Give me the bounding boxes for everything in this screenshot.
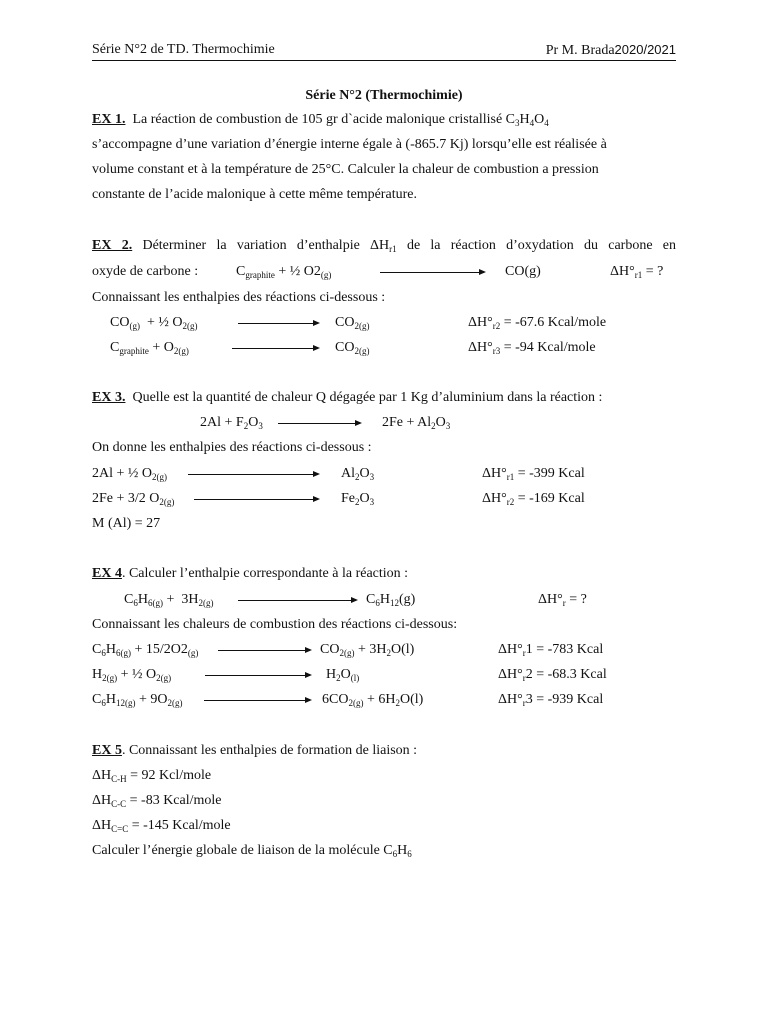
ex2-r3-lhs: $C_{graphite} + O_{2(g)}$: [110, 340, 189, 356]
arrow-icon: [188, 474, 318, 475]
ex4-dh2: $\Delta H^\circ_r2 = -68.3$ Kcal: [498, 667, 607, 683]
ex4-line1: EX 4. Calculer l’enthalpie correspondante à la réaction :: [92, 566, 409, 581]
arrow-icon: [278, 423, 360, 424]
ex3-r1-rhs: $Al_2O_3$: [341, 466, 375, 482]
arrow-icon: [194, 499, 318, 500]
ex1-label: EX 1.: [92, 112, 126, 127]
ex1-line3: volume constant et à la température de 25°C. Calculer la chaleur de combustion a pression: [92, 162, 599, 177]
ex2-dh1: $\Delta H^\circ_{r1}$ = ?: [610, 264, 664, 280]
ex1-line1: EX 1. La réaction de combustion de 105 gr d`acide malonique cristallisé $C_3H_4O_4$: [92, 112, 549, 128]
ex2-line1: EX 2. Déterminer la variation d’enthalpie $\Delta H_{r1}$ de la réaction d’oxydation du carbone en: [92, 238, 677, 254]
ex3-r2-rhs: $Fe_2O_3$: [341, 491, 375, 507]
ex3-r2-lhs: 2Fe + 3/2 $O_{2(g)}$: [92, 491, 175, 507]
ex4-r2-lhs: $H_{2(g)}$ + ½ $O_{2(g)}$: [92, 667, 172, 683]
ex4-dh3: $\Delta H^\circ_r3 = -939$ Kcal: [498, 692, 604, 708]
ex5-line1: EX 5. Connaissant les enthalpies de formation de liaison :: [92, 743, 418, 758]
ex3-mass: M (Al) = 27: [92, 516, 161, 531]
ex3-reaction-lhs: $2Al + F_2O_3$: [200, 415, 263, 431]
ex2-dh2: $\Delta H^\circ_{r2} = -67.6$ Kcal/mole: [468, 315, 607, 331]
header-series: Série N°2 de TD. Thermochimie: [92, 42, 275, 57]
ex2-known: Connaissant les enthalpies des réactions ci-dessous :: [92, 290, 386, 305]
ex2-r2-lhs: $CO_{(g)}$ + ½ $O_{2(g)}$: [110, 315, 198, 331]
ex3-label: EX 3.: [92, 390, 126, 405]
ex4-reaction-lhs: $C_6H_{6(g)} + 3H_{2(g)}$: [124, 592, 214, 608]
ex5-last: Calculer l’énergie globale de liaison de la molécule $C_6H_6$: [92, 843, 412, 859]
ex5-cc: $\Delta H_{C-C} = -83$ Kcal/mole: [92, 793, 222, 809]
ex2-dh3: $\Delta H^\circ_{r3} = -94$ Kcal/mole: [468, 340, 596, 356]
arrow-icon: [238, 600, 356, 601]
ex3-dh1: $\Delta H^\circ_{r1} = -399$ Kcal: [482, 466, 585, 482]
arrow-icon: [204, 700, 310, 701]
page-header: [92, 42, 676, 61]
ex5-label: EX 5: [92, 743, 122, 758]
ex1-line4: constante de l’acide malonique à cette même température.: [92, 187, 417, 202]
arrow-icon: [238, 323, 318, 324]
ex4-r1-rhs: $CO_{2(g)} + 3H_2O(l)$: [320, 642, 415, 658]
ex4-known: Connaissant les chaleurs de combustion des réactions ci-dessous:: [92, 617, 458, 632]
ex3-line1: EX 3. Quelle est la quantité de chaleur Q dégagée par 1 Kg d’aluminium dans la réaction :: [92, 390, 603, 405]
ex4-dhr: $\Delta H^\circ_r$ = ?: [538, 592, 587, 608]
ex1-line2: s’accompagne d’une variation d’énergie interne égale à (-865.7 Kj) lorsqu’elle est réalisée à: [92, 137, 607, 152]
arrow-icon: [232, 348, 318, 349]
ex2-r2-rhs: $CO_{2(g)}$: [335, 315, 370, 331]
ex4-r3-rhs: $6CO_{2(g)} + 6H_2O(l)$: [322, 692, 424, 708]
ex4-r1-lhs: $C_6H_{6(g)} + 15/2O2_{(g)}$: [92, 642, 199, 658]
ex4-r2-rhs: $H_2O_{(l)}$: [326, 667, 360, 683]
ex5-cdc: $\Delta H_{C=C} = -145$ Kcal/mole: [92, 818, 231, 834]
ex4-dh1: $\Delta H^\circ_r1 = -783$ Kcal: [498, 642, 604, 658]
ex4-label: EX 4: [92, 566, 122, 581]
ex5-ch: $\Delta H_{C-H} = 92$ Kcl/mole: [92, 768, 212, 784]
ex2-line2: oxyde de carbone :: [92, 264, 199, 279]
header-author-year: Pr M. Brada2020/2021: [545, 42, 676, 58]
ex3-reaction-rhs: $2Fe + Al_2O_3$: [382, 415, 451, 431]
ex4-r3-lhs: $C_6H_{12(g)} + 9O_{2(g)}$: [92, 692, 183, 708]
ex2-reaction-lhs: $C_{graphite}$ + ½ $O2_{(g)}$: [236, 264, 332, 280]
ex3-r1-lhs: 2Al + ½ $O_{2(g)}$: [92, 466, 168, 482]
ex2-reaction-rhs: CO(g): [505, 264, 541, 279]
ex2-label: EX 2.: [92, 238, 133, 253]
ex3-dh2: $\Delta H^\circ_{r2} = -169$ Kcal: [482, 491, 585, 507]
ex2-r3-rhs: $CO_{2(g)}$: [335, 340, 370, 356]
arrow-icon: [218, 650, 310, 651]
ex4-reaction-rhs: $C_6H_{12}(g)$: [366, 592, 416, 608]
page-title: Série N°2 (Thermochimie): [305, 88, 463, 103]
ex3-known: On donne les enthalpies des réactions ci-dessous :: [92, 440, 372, 455]
arrow-icon: [380, 272, 484, 273]
arrow-icon: [205, 675, 310, 676]
